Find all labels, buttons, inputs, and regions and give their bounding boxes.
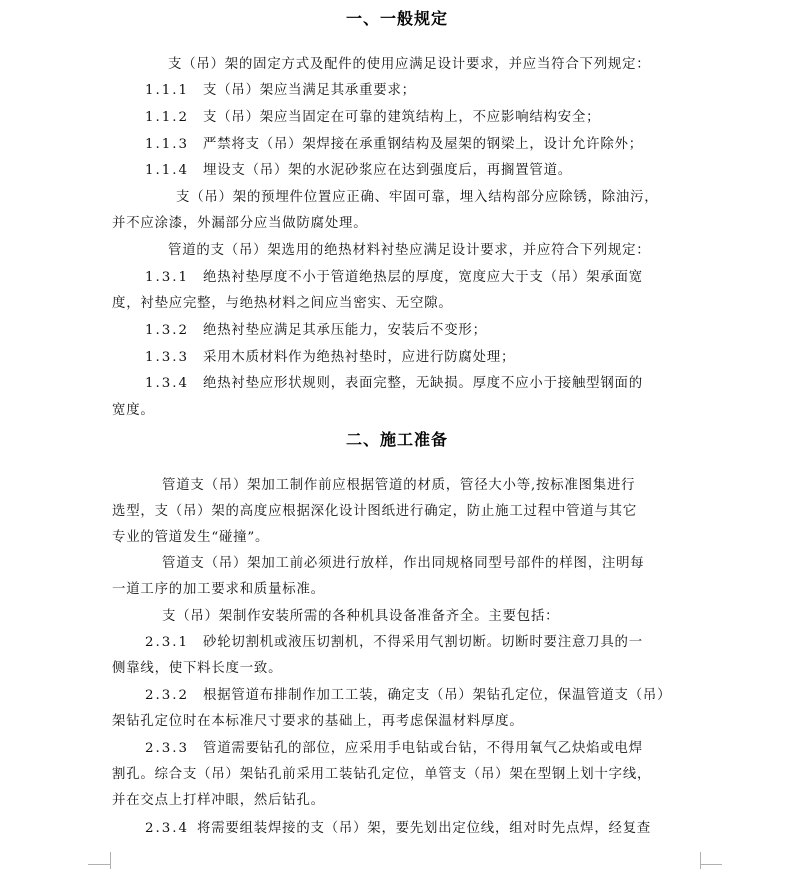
- paragraph-line: 支（吊）架的预埋件位置应正确、牢固可靠，埋入结构部分应除锈，除油污，: [176, 190, 659, 205]
- list-item: [145, 349, 515, 367]
- paragraph-line: 度，衬垫应完整，与绝热材料之间应当密实、无空隙。: [112, 296, 453, 311]
- list-item: [145, 634, 643, 652]
- list-item: [145, 136, 643, 154]
- section-1-heading: 一、一般规定: [345, 9, 448, 28]
- list-item: [145, 687, 671, 705]
- crop-mark: [88, 864, 110, 865]
- paragraph-line: 架钻孔定位时在本标准尺寸要求的基础上，再考虑保温材料厚度。: [112, 714, 524, 729]
- item-text: 严禁将支（吊）架焊接在承重钢结构及屋架的钢梁上，设计允许除外；: [203, 137, 643, 152]
- item-text: 支（吊）架应当固定在可靠的建筑结构上，不应影响结构安全；: [203, 110, 601, 125]
- crop-mark: [700, 852, 701, 869]
- item-number: 1.1.4: [145, 163, 190, 178]
- item-text: 绝热衬垫应满足其承压能力，安装后不变形；: [203, 323, 487, 338]
- list-item: [145, 322, 487, 340]
- paragraph-line: 并不应涂漆，外漏部分应当做防腐处理。: [112, 216, 368, 231]
- item-text: 将需要组装焊接的支（吊）架，要先划出定位线，组对时先点焊，经复查: [197, 821, 652, 836]
- paragraph-line: 专业的管道发生“碰撞”。: [112, 530, 270, 545]
- item-number: 2.3.2: [145, 688, 190, 703]
- paragraph-line: 管道支（吊）架加工前必须进行放样，作出同规格同型号部件的样图，注明每: [162, 556, 645, 571]
- item-text: 支（吊）架应当满足其承重要求；: [203, 83, 416, 98]
- item-number: 2.3.3: [145, 741, 190, 756]
- list-item: [145, 269, 643, 287]
- list-item: [145, 375, 643, 393]
- section-2-heading: 二、施工准备: [345, 430, 448, 449]
- item-text: 采用木质材料作为绝热衬垫时，应进行防腐处理；: [203, 350, 516, 365]
- item-number: 2.3.1: [145, 635, 190, 650]
- item-number: 2.3.4: [145, 821, 190, 836]
- paragraph: 支（吊）架制作安装所需的各种机具设备准备齐全。主要包括：: [162, 609, 560, 624]
- paragraph-line: 选型，支（吊）架的高度应根据深化设计图纸进行确定，防止施工过程中管道与其它: [112, 504, 638, 519]
- item-text: 绝热衬垫厚度不小于管道绝热层的厚度，宽度应大于支（吊）架承面宽: [203, 270, 643, 285]
- paragraph: 管道的支（吊）架选用的绝热材料衬垫应满足设计要求，并应符合下列规定：: [168, 243, 651, 258]
- paragraph-line: 管道支（吊）架加工制作前应根据管道的材质，管径大小等,按标准图集进行: [162, 478, 636, 493]
- paragraph-line: 宽度。: [112, 403, 155, 418]
- item-text: 砂轮切割机或液压切割机，不得采用气割切断。切断时要注意刀具的一: [203, 635, 643, 650]
- item-number: 1.3.1: [145, 270, 190, 285]
- list-item: [145, 109, 600, 127]
- crop-mark: [700, 864, 722, 865]
- item-text: 管道需要钻孔的部位，应采用手电钻或台钻，不得用氧气乙炔焰或电焊: [203, 741, 643, 756]
- paragraph-line: 一道工序的加工要求和质量标准。: [112, 582, 325, 597]
- list-item: [145, 162, 572, 180]
- item-text: 绝热衬垫应形状规则，表面完整，无缺损。厚度不应小于接触型钢面的: [203, 376, 643, 391]
- paragraph: 支（吊）架的固定方式及配件的使用应满足设计要求，并应当符合下列规定：: [168, 57, 651, 72]
- item-number: 1.3.4: [145, 376, 190, 391]
- item-number: 1.1.1: [145, 83, 190, 98]
- list-item: [145, 820, 651, 838]
- item-number: 1.1.2: [145, 110, 190, 125]
- paragraph-line: 侧靠线，使下料长度一致。: [112, 661, 283, 676]
- item-number: 1.3.3: [145, 350, 190, 365]
- item-number: 1.3.2: [145, 323, 190, 338]
- item-text: 根据管道布排制作加工工装，确定支（吊）架钻孔定位，保温管道支（吊）: [203, 688, 672, 703]
- item-text: 埋设支（吊）架的水泥砂浆应在达到强度后，再搁置管道。: [203, 163, 572, 178]
- list-item: [145, 82, 416, 100]
- paragraph-line: 割孔。综合支（吊）架钻孔前采用工装钻孔定位，单管支（吊）架在型钢上划十字线，: [112, 767, 652, 782]
- item-number: 1.1.3: [145, 137, 190, 152]
- paragraph-line: 并在交点上打样冲眼，然后钻孔。: [112, 793, 325, 808]
- crop-mark: [110, 852, 111, 869]
- list-item: [145, 740, 643, 758]
